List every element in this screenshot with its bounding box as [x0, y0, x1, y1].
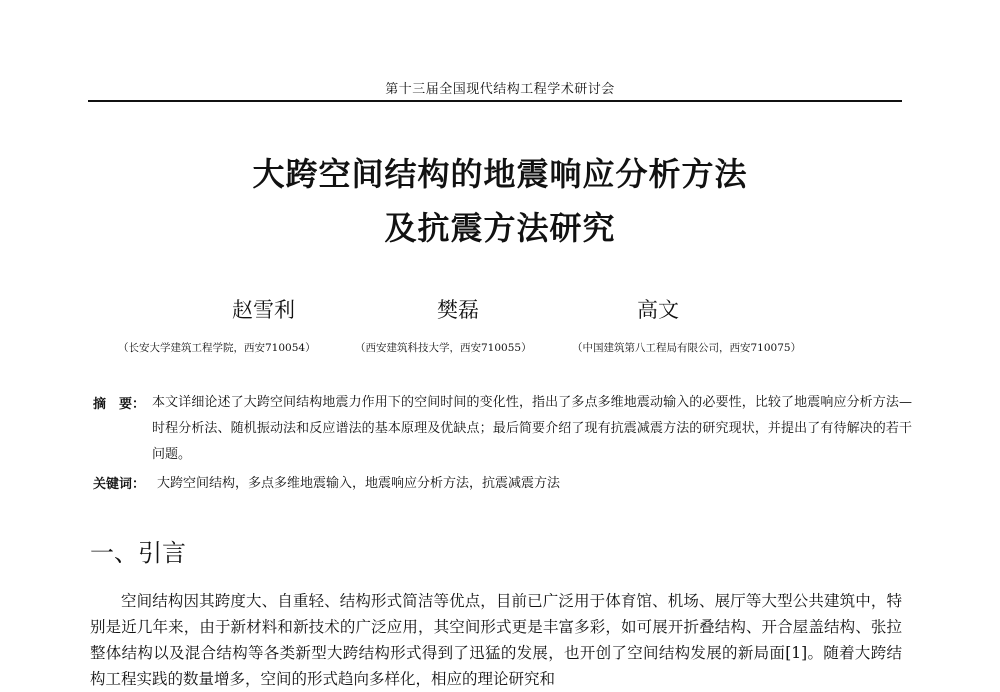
- author-2-name: 樊磊: [437, 298, 479, 322]
- abstract-text: 本文详细论述了大跨空间结构地震力作用下的空间时间的变化性，指出了多点多维地震动输入的必要性，比较了地震响应分析方法—时程分析法、随机振动法和反应谱法的基本原理及优缺点；最后简要介绍了现有抗震减震方法的研究现状，并提出了有待解决的若干问题。: [152, 395, 912, 462]
- author-3-affiliation: （中国建筑第八工程局有限公司，西安710075）: [572, 342, 802, 354]
- keywords-text: 大跨空间结构，多点多维地震输入，地震响应分析方法，抗震减震方法: [157, 476, 561, 491]
- author-1-affiliation: （长安大学建筑工程学院，西安710054）: [118, 342, 316, 354]
- keywords-label: 关键词：: [93, 477, 146, 492]
- paper-title-line-1: 大跨空间结构的地震响应分析方法: [252, 155, 748, 193]
- abstract-label: 摘 要：: [93, 397, 146, 412]
- introduction-paragraph: 空间结构因其跨度大、自重轻、结构形式简洁等优点，目前已广泛用于体育馆、机场、展厅等大型公共建筑中，特别是近几年来，由于新材料和新技术的广泛应用，其空间形式更是丰富多彩，如可展开折叠结构、开合屋盖结构、张拉整体结构以及混合结构等各类新型大跨结构形式得到了迅猛的发展，也开创了空间结构发展的新局面[1]。随着大跨结构工程实践的数量增多，空间的形式趋向多样化，相应的理论研究和: [90, 592, 902, 688]
- running-header: 第十三届全国现代结构工程学术研讨会: [385, 82, 615, 97]
- author-3-name: 高文: [637, 298, 679, 322]
- author-1-name: 赵雪利: [232, 298, 295, 322]
- author-2-affiliation: （西安建筑科技大学，西安710055）: [355, 342, 532, 354]
- header-rule: [88, 100, 902, 102]
- section-heading-introduction: 一、引言: [90, 539, 186, 567]
- paper-title-line-2: 及抗震方法研究: [384, 209, 616, 247]
